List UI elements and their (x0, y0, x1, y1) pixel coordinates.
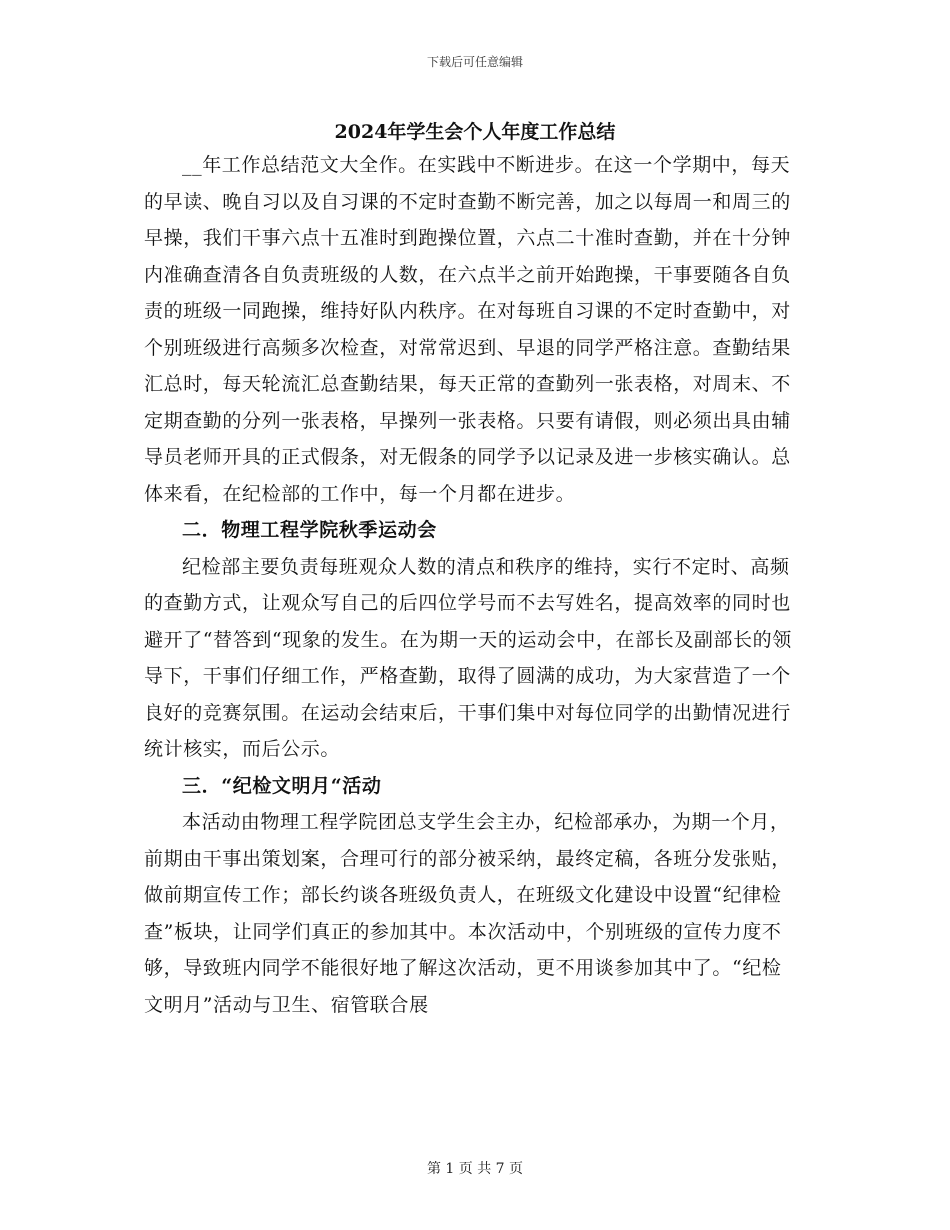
document-body (144, 147, 799, 1023)
page-number: 第 1 页 共 7 页 (426, 1161, 524, 1177)
section-heading-3: 三．“纪检文明月“活动 (182, 774, 382, 797)
document-title: 2024年学生会个人年度工作总结 (334, 121, 616, 143)
paragraph-3: 本活动由物理工程学院团总支学生会主办，纪检部承办，为期一个月，前期由干事出策划案，合理可行的部分被采纳，最终定稿，各班分发张贴，做前期宣传工作；部长约谈各班级负责人，在班级文化建设中设置“纪律检查”板块，让同学们真正的参加其中。本次活动中，个别班级的宣传力度不够，导致班内同学不能很好地了解这次活动，更不用谈参加其中了。“纪检文明月”活动与卫生、宿管联合展 (144, 811, 791, 1016)
paragraph-1: __年工作总结范文大全作。在实践中不断进步。在这一个学期中，每天的早读、晚自习以及自习课的不定时查勤不断完善，加之以每周一和周三的早操，我们干事六点十五准时到跑操位置，六点二十准时查勤，并在十分钟内准确查清各自负责班级的人数，在六点半之前开始跑操，干事要随各自负责的班级一同跑操，维持好队内秩序。在对每班自习课的不定时查勤中，对个别班级进行高频多次检查，对常常迟到、早退的同学严格注意。查勤结果汇总时，每天轮流汇总查勤结果，每天正常的查勤列一张表格，对周末、不定期查勤的分列一张表格，早操列一张表格。只要有请假，则必须出具由辅导员老师开具的正式假条，对无假条的同学予以记录及进一步核实确认。总体来看，在纪检部的工作中，每一个月都在进步。 (144, 154, 791, 505)
paragraph-2: 纪检部主要负责每班观众人数的清点和秩序的维持，实行不定时、高频的查勤方式，让观众写自己的后四位学号而不去写姓名，提高效率的同时也避开了“替答到“现象的发生。在为期一天的运动会中，在部长及副部长的领导下，干事们仔细工作，严格查勤，取得了圆满的成功，为大家营造了一个良好的竞赛氛围。在运动会结束后，干事们集中对每位同学的出勤情况进行统计核实，而后公示。 (144, 555, 792, 760)
header-note: 下载后可任意编辑 (426, 55, 523, 69)
section-heading-2: 二．物理工程学院秋季运动会 (182, 519, 437, 541)
